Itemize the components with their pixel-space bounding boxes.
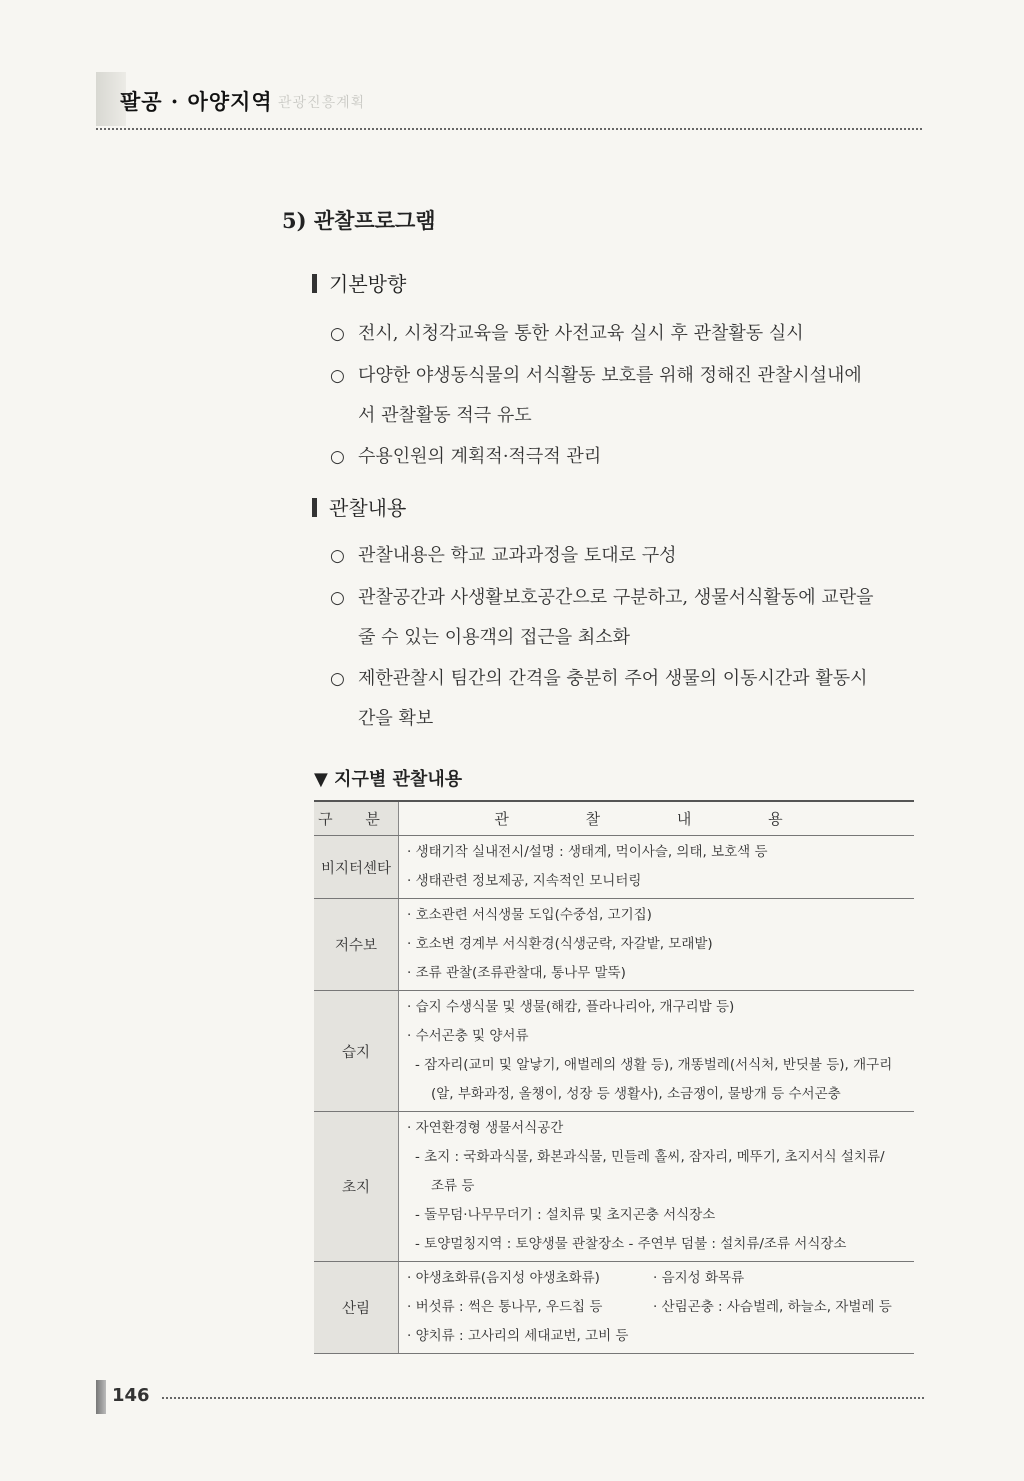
header-content: 관 찰 내 용 [399, 801, 915, 836]
content-cell [399, 991, 915, 1112]
table-header-row [314, 801, 914, 836]
circle-bullet-icon: ○ [330, 447, 345, 467]
content-line: (알, 부화과정, 올챙이, 성장 등 생활사), 소금쟁이, 물방개 등 수서곤충 [431, 1086, 841, 1102]
list-item [330, 437, 930, 477]
content-line: · 호소변 경계부 서식환경(식생군락, 자갈밭, 모래밭) [407, 936, 713, 952]
subheading-observation-content [312, 492, 406, 521]
list-item-text: 다양한 야생동식물의 서식활동 보호를 위해 정해진 관찰시설내에 [358, 365, 862, 386]
content-line: · 생태관련 정보제공, 지속적인 모니터링 [407, 873, 642, 889]
circle-bullet-icon: ○ [330, 588, 345, 608]
content-line: · 생태기작 실내전시/설명 : 생태계, 먹이사슬, 의태, 보호색 등 [407, 844, 768, 860]
list-item [330, 536, 930, 576]
circle-bullet-icon: ○ [330, 546, 345, 566]
header-subtitle: 관광진흥계획 [278, 95, 366, 111]
content-line: · 호소관련 서식생물 도입(수중섬, 고기집) [407, 907, 652, 923]
circle-bullet-icon: ○ [330, 366, 345, 386]
header-dotted-rule [96, 128, 922, 130]
content-line: · 자연환경형 생물서식공간 [407, 1120, 564, 1136]
header-title: 팔공 · 아양지역 [120, 89, 273, 114]
table-caption: ▼ 지구별 관찰내용 [314, 769, 463, 790]
list-item-text: 줄 수 있는 이용객의 접근을 최소화 [358, 627, 631, 648]
content-line-pair [407, 1264, 914, 1293]
content-line: - 토양멀칭지역 : 토양생물 관찰장소 - 주연부 덤불 : 설치류/조류 서식장소 [415, 1236, 847, 1252]
content-line: · 습지 수생식물 및 생물(해캄, 플라나리아, 개구리밥 등) [407, 999, 735, 1015]
list-item-text: 관찰공간과 사생활보호공간으로 구분하고, 생물서식활동에 교란을 [358, 587, 874, 608]
table-row [314, 836, 914, 899]
list-item-text: 서 관찰활동 적극 유도 [358, 405, 532, 426]
subheading-label: 기본방향 [329, 272, 407, 296]
list-item [330, 356, 930, 436]
observation-table [314, 800, 914, 1354]
circle-bullet-icon: ○ [330, 324, 345, 344]
table-row [314, 899, 914, 991]
content-line: - 돌무덤·나무무더기 : 설치류 및 초지곤충 서식장소 [415, 1207, 716, 1223]
content-line: - 초지 : 국화과식물, 화본과식물, 민들레 홀씨, 잠자리, 메뚜기, 초지서식 설치류/ [415, 1149, 885, 1165]
page-header [96, 70, 922, 132]
list-item-text: 제한관찰시 팀간의 간격을 충분히 주어 생물의 이동시간과 활동시 [358, 668, 868, 689]
list-item-text: 관찰내용은 학교 교과과정을 토대로 구성 [358, 545, 677, 566]
section-title: 5) 관찰프로그램 [282, 208, 436, 233]
division-cell: 초지 [314, 1112, 399, 1262]
subheading-label: 관찰내용 [329, 496, 407, 520]
subheading-bar-icon [312, 274, 317, 293]
content-cell [399, 1262, 915, 1354]
table-row [314, 991, 914, 1112]
content-line: · 산림곤충 : 사슴벌레, 하늘소, 자벌레 등 [653, 1299, 892, 1315]
content-line: · 버섯류 : 썩은 통나무, 우드칩 등 [407, 1299, 603, 1315]
subheading-bar-icon [312, 498, 317, 517]
footer-dotted-rule [162, 1397, 924, 1399]
list-item [330, 314, 930, 354]
content-line: · 조류 관찰(조류관찰대, 통나무 말뚝) [407, 965, 626, 981]
header-division: 구 분 [314, 801, 399, 836]
footer-tab-decoration [96, 1380, 106, 1414]
list-item-text: 수용인원의 계획적·적극적 관리 [358, 446, 602, 467]
content-line: · 야생초화류(음지성 야생초화류) [407, 1270, 600, 1286]
table-row [314, 1112, 914, 1262]
division-cell: 비지터센타 [314, 836, 399, 899]
list-item [330, 578, 930, 658]
list-item [330, 659, 930, 739]
list-item-text: 간을 확보 [358, 708, 434, 729]
table-row [314, 1262, 914, 1354]
circle-bullet-icon: ○ [330, 669, 345, 689]
content-line: · 음지성 화목류 [653, 1270, 745, 1286]
list-item-text: 전시, 시청각교육을 통한 사전교육 실시 후 관찰활동 실시 [358, 323, 804, 344]
content-cell [399, 836, 915, 899]
subheading-basic-direction [312, 268, 406, 297]
content-cell [399, 1112, 915, 1262]
content-line: · 양치류 : 고사리의 세대교번, 고비 등 [407, 1328, 629, 1344]
division-cell: 산림 [314, 1262, 399, 1354]
content-cell [399, 899, 915, 991]
division-cell: 습지 [314, 991, 399, 1112]
content-line: - 잠자리(교미 및 알낳기, 애벌레의 생활 등), 개똥벌레(서식처, 반딧불 등), 개구리 [415, 1057, 893, 1073]
content-line-pair [407, 1293, 914, 1322]
page-number: 146 [112, 1385, 150, 1406]
content-line: · 수서곤충 및 양서류 [407, 1028, 529, 1044]
division-cell: 저수보 [314, 899, 399, 991]
content-line: 조류 등 [431, 1178, 475, 1194]
content-line-pair [407, 1322, 914, 1351]
